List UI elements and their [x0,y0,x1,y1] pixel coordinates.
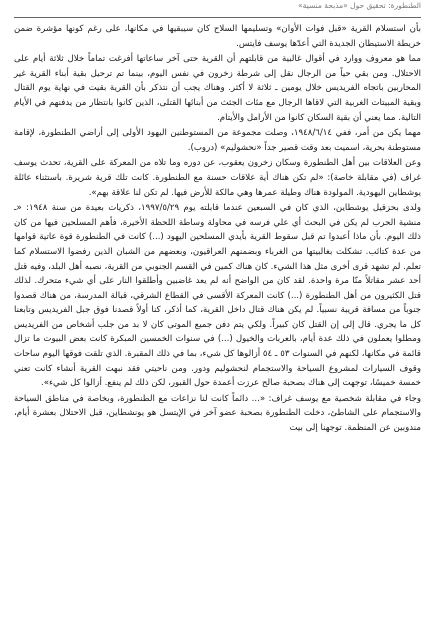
paragraph-2: مما هو معروف ووارد في أقوال غالبية من قابلتهم أن القرية حتى آخر ساعاتها أفرغت تماماً خلال ثلاثة أيام على الاحتلال. ومن بقي حياً من الرجال نقل إلى شرطة زخرون في نفس اليوم، بينما تم ترحيل بقية أبناء القرية غير المحاربين باتجاه الفريديس خلال يومين ـ ثلاثة لا أكثر. وهناك يجب أن نتذكر بأن القرية بقيت في نهاية يوم القتال وبقية المبيتات الغربية التي لاقاها الرجال مع مئات الجثث من أبنائها القتلى، الذين كانوا بانتظار من يدفنهم في الأيام التالية. مما يعني أن بقية السكان كانوا من الأرامل والأيتام. [14,54,421,123]
header-rule [14,17,421,18]
paragraph-1: بأن استسلام القرية «قبل فوات الأوان» وتسليمها السلاح كان سيبقيها في مكانها، على رغم كونها مؤشرة ضمن خريطة الاستيطان الجديدة التي أعدّها يوسف فايتس. [14,24,421,49]
paragraph-4: وعن العلاقات بين أهل الطنطورة وسكان زخرون يعقوب، عن دوره وما تلاه من المعركة على القرية، تحدث يوسف غراف (في مقابلة خاصة): «لم تكن هناك أية علاقات حسنة مع الطنطورة. كانت تلك قرية شريرة. باستثناء عائلة يوشطاين اليهودية. المولودة هناك وطيلة عمرها وهي مالكة للأرض فيها. لم تكن لنا علاقة بهم». [14,158,421,198]
paragraph-5: ولدى بحزقيل يوشطاين، الذي كان في السبعين عندما قابلته يوم ١٩٩٧/٥/٢٩، ذكريات بعيدة من سنة ١٩٤٨: «ـ منشية الحرب لم يكن في البحث أي علي فرسه في محاولة وساطة اللحظة الأخيرة، فأهم المسلحين فيها من كان ذلك اليوم. بأن ماذا أعبدوا تم قبل سقوط القرية بأيدي المسلحين اليهود (...) كانت في الطنطورة قوة عاتية قوامها من عدة كتائب. تشكلت بغالبيتها من الغرباء وبضمنهم العراقيون، وبعضهم من الشبان الذين رفضوا الاستسلام كما تعلم. لم تشهد قرى أخرى مثل هذا الشيء. كان هناك كمين في القسم الجنوبي من القرية، نصبه أهل البلد، وفيه قتل أحد عشر مقاتلاً منّا مرة واحدة. لقد كان من الواضح أنه لم يعد غاضبين وأطلقوا النار على أي شيء متحرك. لذلك قتل الكثيرون من أهل الطنطورة (...) كانت المعركة الأقسى في القطاع الشرقي، قبالة المدرسة، من هناك قصدوا جنوباً من مسافة قريبة نسبياً. لم يكن هناك قتال داخل القرية، كما أذكر، كنا أولاً قصدنا فوق جبل الفريديس وتابعنا كل ما يجري. قال إلى إن القتل كان كبيراً. ولكي يتم دفن جميع الموتى كان لا بد من جلب أشخاص من الفريديس ومطلوا يعملون في ذلك عدة أيام، بالعربات والخيول (...) في سنوات الخمسين المبكرة كانت بعض البيوت ما تزال قائمة في مكانها، لكنهم في السنوات ٥٣ ـ ٥٤ أزالوها كل شيء، بما في ذلك المقبرة. الذي تلقت فوقها اليوم ساحات وقوف السيارات لمشروع السياحة والاستجمام لنحشوليم ودور. ومن ناحيتي فقد نبهت القرية أنشاء كانت تعني خمسة خميسًا، توجهت إلى هناك بصحبة صالح عرزت أعمدة حول القبور، لكن ذلك لم ينفع. أزالوا كل شيء». [14,203,421,389]
article-body [14,22,421,437]
paragraph-6: وجاء في مقابلة شخصية مع يوسف غراف: «... دائماً كانت لنا نزاعات مع الطنطورة، وبخاصة في مناطق السياحة والاستجمام على الشاطئ، دخلت الطنطورة بصحبة عضو آخر في الإيتسل هو يونشطاين، قبل الاحتلال بعشرة أيام، مندوبين عن المنظمة. توجهنا إلى بيت [14,393,421,434]
running-header: الطنطورة: تحقيق حول «مذبحة منسية» [298,1,421,10]
paragraph-3: مهما يكن من أمر، ففي ١٩٤٨/٦/١٤، وصلت مجموعة من المستوطنين اليهود الأولى إلى أراضي الطنطورة، لإقامة مستوطنة بحرية، اسميت بعد وقت قصير جداً «نحشوليم» (دروب). [14,128,421,153]
